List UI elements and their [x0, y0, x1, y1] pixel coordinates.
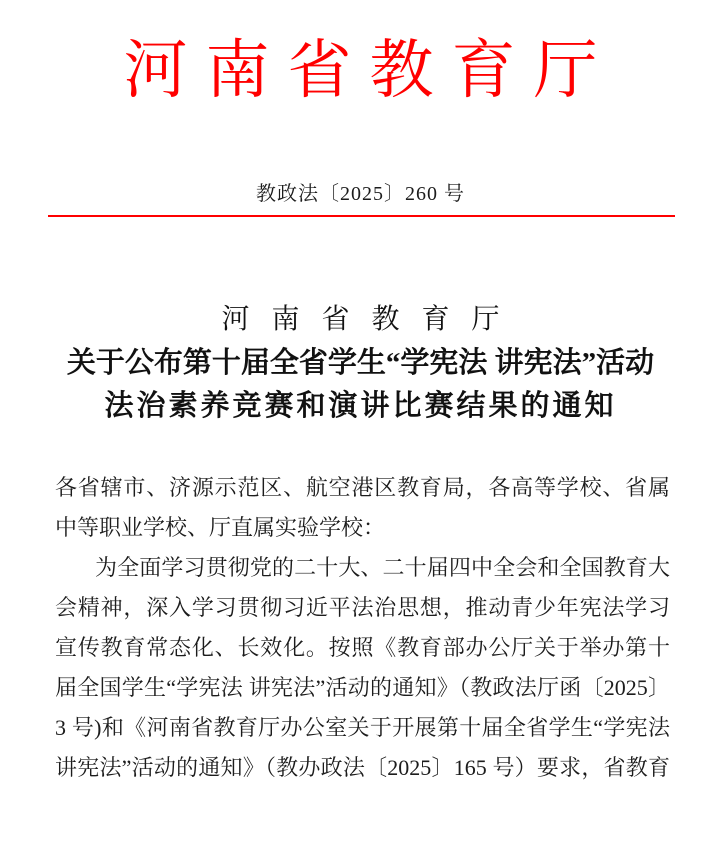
salutation-paragraph: 各省辖市、济源示范区、航空港区教育局，各高等学校、省属中等职业学校、厅直属实验学校： [55, 475, 670, 540]
body-paragraph: 为全面学习贯彻党的二十大、二十届四中全会和全国教育大会精神，深入学习贯彻习近平法治思想，推动青少年宪法学习宣传教育常态化、长效化。按照《教育部办公厅关于举办第十届全国学生“学宪法 讲宪法”活动的通知》（教政法厅函〔2025〕3 号)和《河南省教育厅办公室关于开展第十届全省学生“学宪法 讲宪法”活动的通知》（教办政法〔2025〕165 号）要求，省教育 [55, 555, 670, 780]
document-number: 教政法〔2025〕260 号 [256, 183, 465, 205]
notice-title [0, 298, 721, 428]
red-separator-rule [48, 215, 675, 217]
agency-masthead: 河南省教育厅 [123, 35, 616, 106]
notice-title-line3: 法治素养竞赛和演讲比赛结果的通知 [104, 390, 617, 422]
notice-title-agency-line: 河南省教育厅 [221, 304, 522, 335]
notice-body [55, 468, 670, 792]
notice-title-line2: 关于公布第十届全省学生“学宪法 讲宪法”活动 [66, 347, 655, 379]
